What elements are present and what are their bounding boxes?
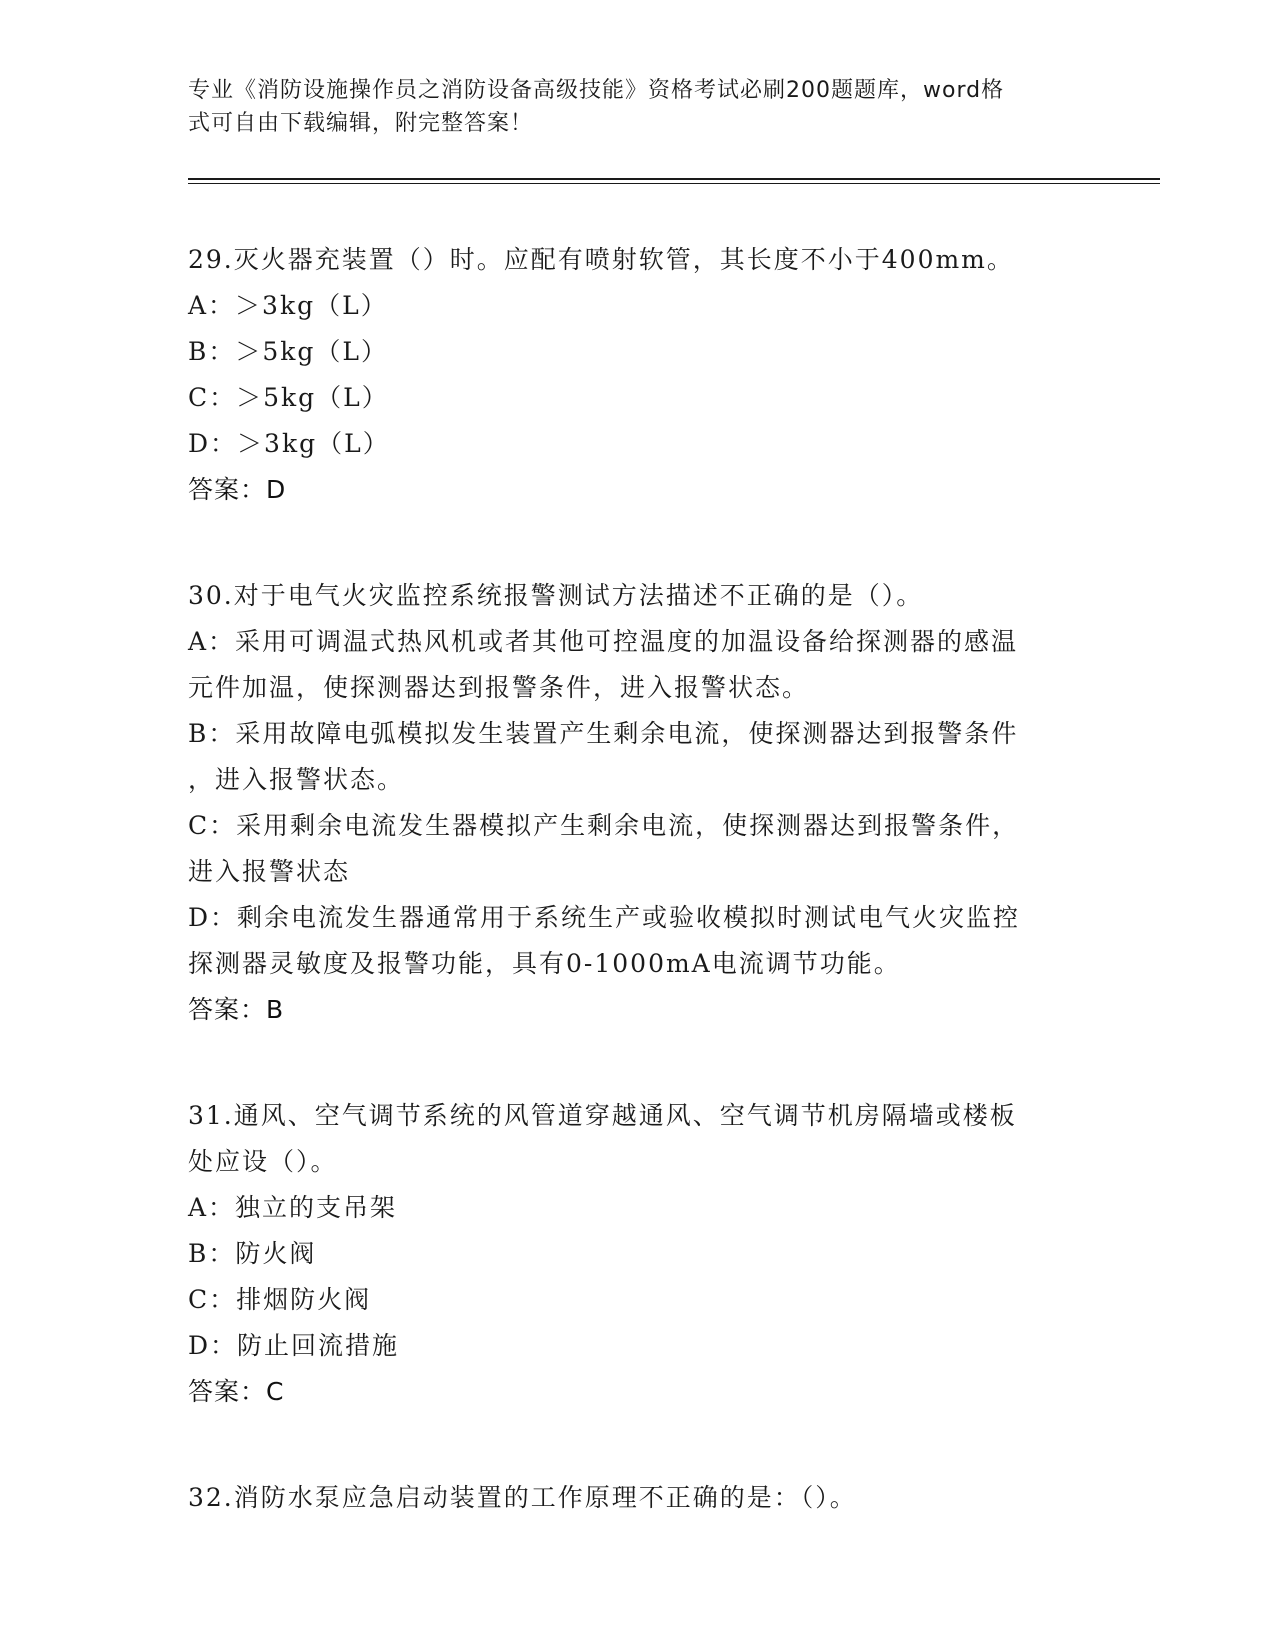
header-line-2: 式可自由下载编辑，附完整答案！ xyxy=(188,111,534,136)
question-29 xyxy=(188,237,1088,513)
question-32 xyxy=(188,1475,1088,1521)
option-c-continued: 进入报警状态 xyxy=(188,857,351,886)
option-c: C：＞5kg（L） xyxy=(188,383,389,412)
option-d: D：防止回流措施 xyxy=(188,1331,400,1360)
question-stem: 30.对于电气火灾监控系统报警测试方法描述不正确的是（）。 xyxy=(188,581,924,610)
option-a: A：＞3kg（L） xyxy=(188,291,388,320)
option-a: A：采用可调温式热风机或者其他可控温度的加温设备给探测器的感温 xyxy=(188,627,1019,656)
option-a-continued: 元件加温，使探测器达到报警条件，进入报警状态。 xyxy=(188,673,810,702)
question-31 xyxy=(188,1093,1088,1415)
question-stem: 29.灭火器充装置（）时。应配有喷射软管，其长度不小于400mm。 xyxy=(188,245,1014,274)
question-stem: 32.消防水泵应急启动装置的工作原理不正确的是：（）。 xyxy=(188,1483,857,1512)
answer-label: 答案：D xyxy=(188,475,287,504)
option-d: D：剩余电流发生器通常用于系统生产或验收模拟时测试电气火灾监控 xyxy=(188,903,1021,932)
question-stem: 31.通风、空气调节系统的风管道穿越通风、空气调节机房隔墙或楼板 xyxy=(188,1101,1017,1130)
question-list xyxy=(188,237,1088,1521)
option-b-continued: ，进入报警状态。 xyxy=(188,765,405,794)
option-c: C：采用剩余电流发生器模拟产生剩余电流，使探测器达到报警条件， xyxy=(188,811,1020,840)
option-d: D：＞3kg（L） xyxy=(188,429,390,458)
option-a: A：独立的支吊架 xyxy=(188,1193,398,1222)
option-b: B：采用故障电弧模拟发生装置产生剩余电流，使探测器达到报警条件 xyxy=(188,719,1019,748)
header-divider-thin xyxy=(188,183,1160,184)
option-d-continued: 探测器灵敏度及报警功能，具有0-1000mA电流调节功能。 xyxy=(188,949,901,978)
answer-label: 答案：B xyxy=(188,995,285,1024)
answer-label: 答案：C xyxy=(188,1377,285,1406)
option-b: B：防火阀 xyxy=(188,1239,317,1268)
header-divider-thick xyxy=(188,178,1160,180)
document-header xyxy=(188,74,1088,140)
option-c: C：排烟防火阀 xyxy=(188,1285,372,1314)
question-30 xyxy=(188,573,1088,1033)
header-line-1: 专业《消防设施操作员之消防设备高级技能》资格考试必刷200题题库，word格 xyxy=(188,78,1005,103)
question-stem-continued: 处应设（）。 xyxy=(188,1147,338,1176)
option-b: B：＞5kg（L） xyxy=(188,337,389,366)
